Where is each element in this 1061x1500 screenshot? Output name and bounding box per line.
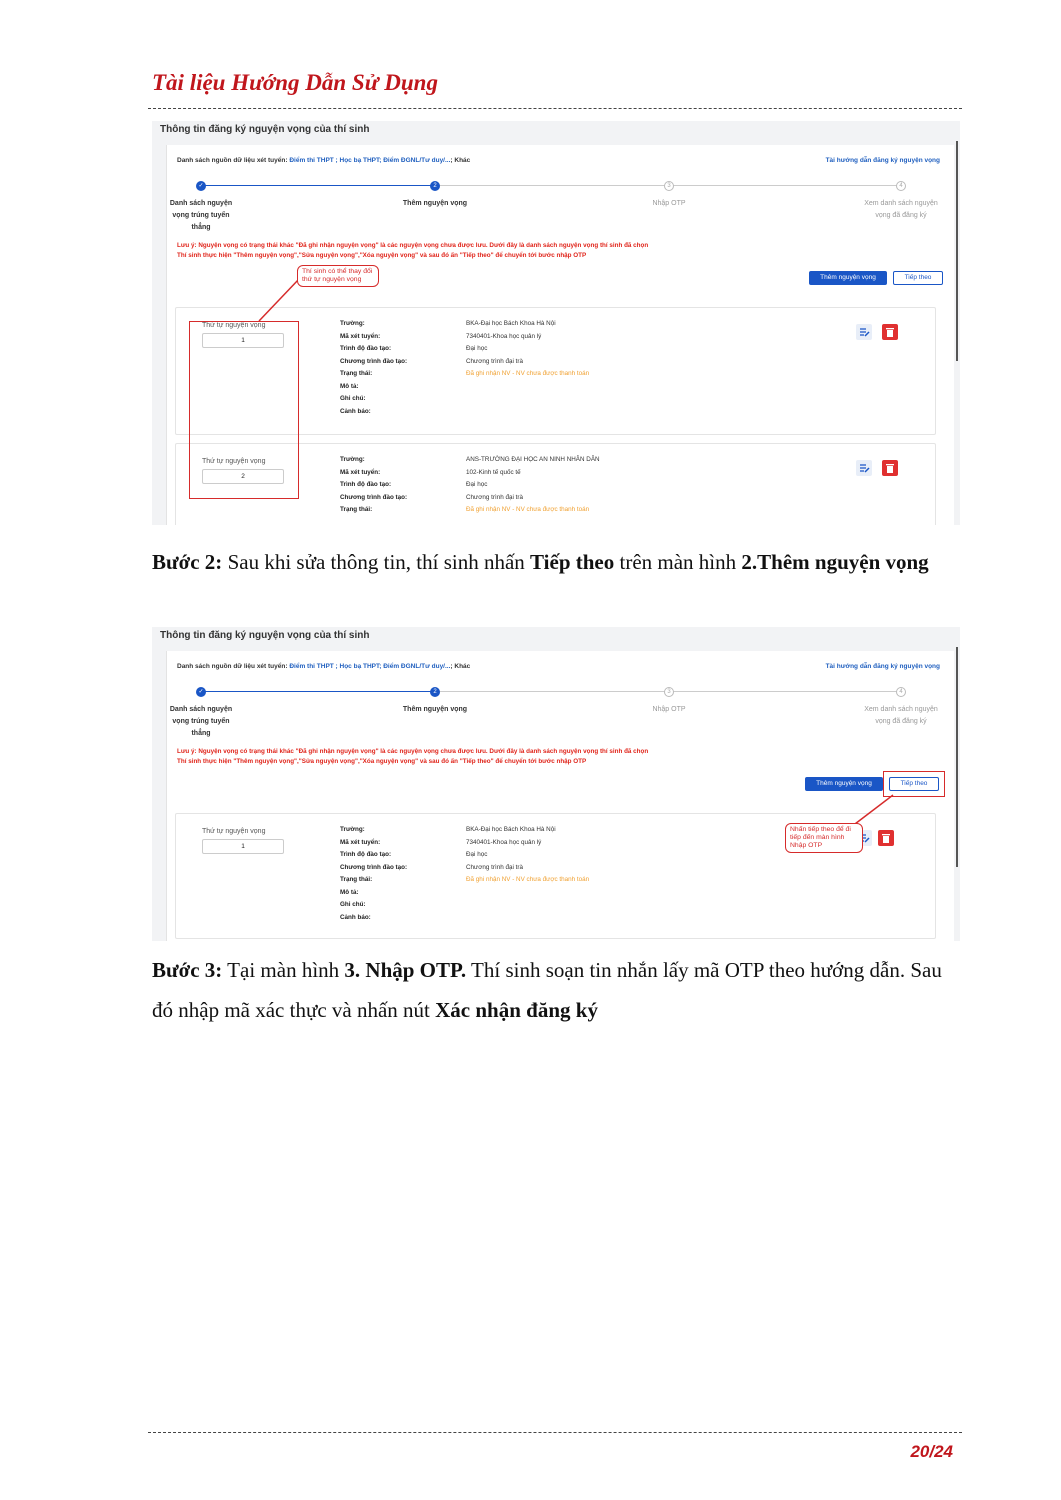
field-label: Mã xét tuyển: bbox=[340, 332, 381, 340]
field-label: Chương trình đào tạo: bbox=[340, 493, 408, 501]
field-label: Cảnh báo: bbox=[340, 407, 371, 415]
next-button[interactable]: Tiếp theo bbox=[889, 777, 939, 791]
edit-icon[interactable] bbox=[856, 460, 872, 476]
step-4-label: Xem danh sách nguyện vọng đã đăng ký bbox=[864, 706, 938, 725]
sources-prefix: Danh sách nguồn dữ liệu xét tuyển: bbox=[177, 663, 290, 670]
field-label: Trường: bbox=[340, 456, 365, 463]
status-value: Đã ghi nhận NV - NV chưa được thanh toán bbox=[466, 506, 590, 513]
step-2-bold-a: Tiếp theo bbox=[530, 550, 615, 574]
step-3-bold-a: 3. Nhập OTP. bbox=[344, 958, 467, 982]
sources-prefix: Danh sách nguồn dữ liệu xét tuyển: bbox=[177, 157, 290, 164]
note-line-2: Thí sinh thực hiện "Thêm nguyện vọng","Sửa nguyện vọng","Xóa nguyện vọng" và sau đó ấn "Tiếp theo" để chuyển tới bước nhập OTP bbox=[177, 252, 587, 259]
screenshot-next-step bbox=[152, 627, 960, 941]
step-2-paragraph bbox=[152, 542, 962, 582]
add-wish-button[interactable]: Thêm nguyện vọng bbox=[805, 777, 883, 791]
step-1-label: Danh sách nguyện vọng trúng tuyển thẳng bbox=[169, 200, 233, 231]
step-1-check-icon: ✓ bbox=[196, 687, 206, 697]
delete-icon[interactable] bbox=[882, 460, 898, 476]
note-line-2: Thí sinh thực hiện "Thêm nguyện vọng","Sửa nguyện vọng","Xóa nguyện vọng" và sau đó ấn "Tiếp theo" để chuyển tới bước nhập OTP bbox=[177, 758, 587, 765]
status-value: Đã ghi nhận NV - NV chưa được thanh toán bbox=[466, 370, 590, 377]
order-highlight-box bbox=[189, 321, 299, 499]
field-label: Trường: bbox=[340, 826, 365, 833]
field-label: Ghi chú: bbox=[340, 901, 366, 908]
step-2-label: Thêm nguyện vọng bbox=[402, 200, 468, 207]
school-value: BKA-Đại học Bách Khoa Hà Nội bbox=[466, 826, 556, 833]
step-line-done bbox=[201, 691, 435, 692]
delete-icon[interactable] bbox=[882, 324, 898, 340]
field-label: Mô tả: bbox=[340, 888, 359, 896]
school-value: ANS-TRƯỜNG ĐẠI HỌC AN NINH NHÂN DÂN bbox=[466, 456, 600, 463]
order-input[interactable]: 2 bbox=[202, 469, 284, 484]
callout-next: Nhấn tiếp theo để đi tiếp đến màn hình Nhập OTP bbox=[785, 823, 863, 853]
data-sources bbox=[177, 157, 470, 164]
panel-body bbox=[166, 651, 954, 941]
page-number: 20/24 bbox=[910, 1442, 953, 1461]
step-2-dot: 2 bbox=[430, 687, 440, 697]
program-value: Chương trình đại trà bbox=[466, 357, 523, 365]
edit-icon[interactable] bbox=[856, 324, 872, 340]
order-label: Thứ tự nguyện vọng bbox=[202, 322, 266, 329]
step-2-dot: 2 bbox=[430, 181, 440, 191]
add-wish-button[interactable]: Thêm nguyện vọng bbox=[809, 271, 887, 285]
guide-link[interactable]: Tài hướng dẫn đăng ký nguyện vọng bbox=[825, 663, 940, 670]
step-3-bold-b: Xác nhận đăng ký bbox=[435, 998, 598, 1022]
step-2-bold-b: 2.Thêm nguyện vọng bbox=[741, 550, 929, 574]
wish-details bbox=[340, 826, 589, 926]
step-3-dot: 3 bbox=[664, 181, 674, 191]
scrollbar[interactable] bbox=[956, 647, 958, 867]
field-label: Chương trình đào tạo: bbox=[340, 863, 408, 871]
field-label: Trạng thái: bbox=[340, 370, 373, 377]
stepper bbox=[167, 687, 954, 747]
code-value: 7340401-Khoa học quản lý bbox=[466, 838, 542, 846]
panel-title: Thông tin đăng ký nguyện vọng của thí sinh bbox=[160, 630, 370, 641]
code-value: 7340401-Khoa học quản lý bbox=[466, 332, 542, 340]
note-line-1: Lưu ý: Nguyện vọng có trạng thái khác "Đã ghi nhận nguyện vọng" là các nguyện vọng chưa được lưu. Dưới đây là danh sách nguyện vọng thí sinh đã chọn bbox=[177, 748, 649, 755]
field-label: Chương trình đào tạo: bbox=[340, 357, 408, 365]
header-rule bbox=[148, 108, 962, 109]
warning-note bbox=[177, 747, 648, 767]
level-value: Đại học bbox=[466, 345, 488, 352]
data-sources bbox=[177, 663, 470, 670]
field-label: Mô tả: bbox=[340, 382, 359, 390]
order-input[interactable]: 1 bbox=[202, 839, 284, 854]
field-label: Trạng thái: bbox=[340, 876, 373, 883]
callout-reorder: Thí sinh có thể thay đổi thứ tự nguyện vọng bbox=[297, 265, 379, 287]
field-label: Mã xét tuyển: bbox=[340, 838, 381, 846]
step-4-dot: 4 bbox=[896, 687, 906, 697]
step-4-label: Xem danh sách nguyện vọng đã đăng ký bbox=[864, 200, 938, 219]
step-3-paragraph bbox=[152, 950, 962, 1030]
warning-note bbox=[177, 241, 648, 261]
footer-rule bbox=[148, 1432, 962, 1433]
document-title: Tài liệu Hướng Dẫn Sử Dụng bbox=[152, 70, 438, 95]
field-label: Trình độ đào tạo: bbox=[340, 481, 392, 488]
field-label: Trường: bbox=[340, 320, 365, 327]
step-2-prefix: Bước 2: bbox=[152, 550, 223, 574]
level-value: Đại học bbox=[466, 481, 488, 488]
field-label: Mã xét tuyển: bbox=[340, 468, 381, 476]
step-1-check-icon: ✓ bbox=[196, 181, 206, 191]
level-value: Đại học bbox=[466, 851, 488, 858]
step-3-text-a: Tại màn hình bbox=[222, 958, 345, 982]
field-label: Trình độ đào tạo: bbox=[340, 345, 392, 352]
program-value: Chương trình đại trà bbox=[466, 863, 523, 871]
order-input[interactable]: 1 bbox=[202, 333, 284, 348]
field-label: Trình độ đào tạo: bbox=[340, 851, 392, 858]
program-value: Chương trình đại trà bbox=[466, 493, 523, 501]
order-label: Thứ tự nguyện vọng bbox=[202, 458, 266, 465]
sources-links[interactable]: Điểm thi THPT ; Học bạ THPT; Điểm ĐGNL/Tư duy/... bbox=[289, 663, 451, 670]
panel-body bbox=[166, 145, 954, 525]
wish-details bbox=[340, 320, 589, 420]
step-3-text-b: Thí sinh soạn tin nhắn lấy mã OTP theo hướng dẫn. Sau đó nhập mã xác thực và nhấn nút bbox=[152, 958, 942, 1022]
step-3-label: Nhập OTP bbox=[652, 200, 686, 207]
stepper bbox=[167, 181, 954, 241]
step-4-dot: 4 bbox=[896, 181, 906, 191]
code-value: 102-Kinh tế quốc tế bbox=[466, 468, 521, 476]
step-2-label: Thêm nguyện vọng bbox=[402, 706, 468, 713]
field-label: Trạng thái: bbox=[340, 506, 373, 513]
guide-link[interactable]: Tài hướng dẫn đăng ký nguyện vọng bbox=[825, 157, 940, 164]
sources-suffix: ; Khác bbox=[450, 663, 471, 670]
wish-details bbox=[340, 456, 600, 519]
panel-title: Thông tin đăng ký nguyện vọng của thí sinh bbox=[160, 124, 370, 135]
sources-suffix: ; Khác bbox=[450, 157, 471, 164]
next-button[interactable]: Tiếp theo bbox=[893, 271, 943, 285]
step-3-dot: 3 bbox=[664, 687, 674, 697]
field-label: Cảnh báo: bbox=[340, 913, 371, 921]
next-highlight-box bbox=[883, 771, 945, 797]
step-2-text-b: trên màn hình bbox=[614, 550, 742, 574]
step-2-text-a: Sau khi sửa thông tin, thí sinh nhấn bbox=[222, 550, 531, 574]
step-1-label: Danh sách nguyện vọng trúng tuyển thẳng bbox=[169, 706, 233, 737]
field-label: Ghi chú: bbox=[340, 395, 366, 402]
step-3-label: Nhập OTP bbox=[652, 706, 686, 713]
step-line-done bbox=[201, 185, 435, 186]
status-value: Đã ghi nhận NV - NV chưa được thanh toán bbox=[466, 876, 590, 883]
sources-links[interactable]: Điểm thi THPT ; Học bạ THPT; Điểm ĐGNL/Tư duy/... bbox=[289, 157, 451, 164]
step-3-prefix: Bước 3: bbox=[152, 958, 223, 982]
school-value: BKA-Đại học Bách Khoa Hà Nội bbox=[466, 320, 556, 327]
note-line-1: Lưu ý: Nguyện vọng có trạng thái khác "Đã ghi nhận nguyện vọng" là các nguyện vọng chưa được lưu. Dưới đây là danh sách nguyện vọng thí sinh đã chọn bbox=[177, 242, 649, 249]
order-label: Thứ tự nguyện vọng bbox=[202, 828, 266, 835]
screenshot-add-wishes bbox=[152, 121, 960, 525]
scrollbar[interactable] bbox=[956, 141, 958, 361]
